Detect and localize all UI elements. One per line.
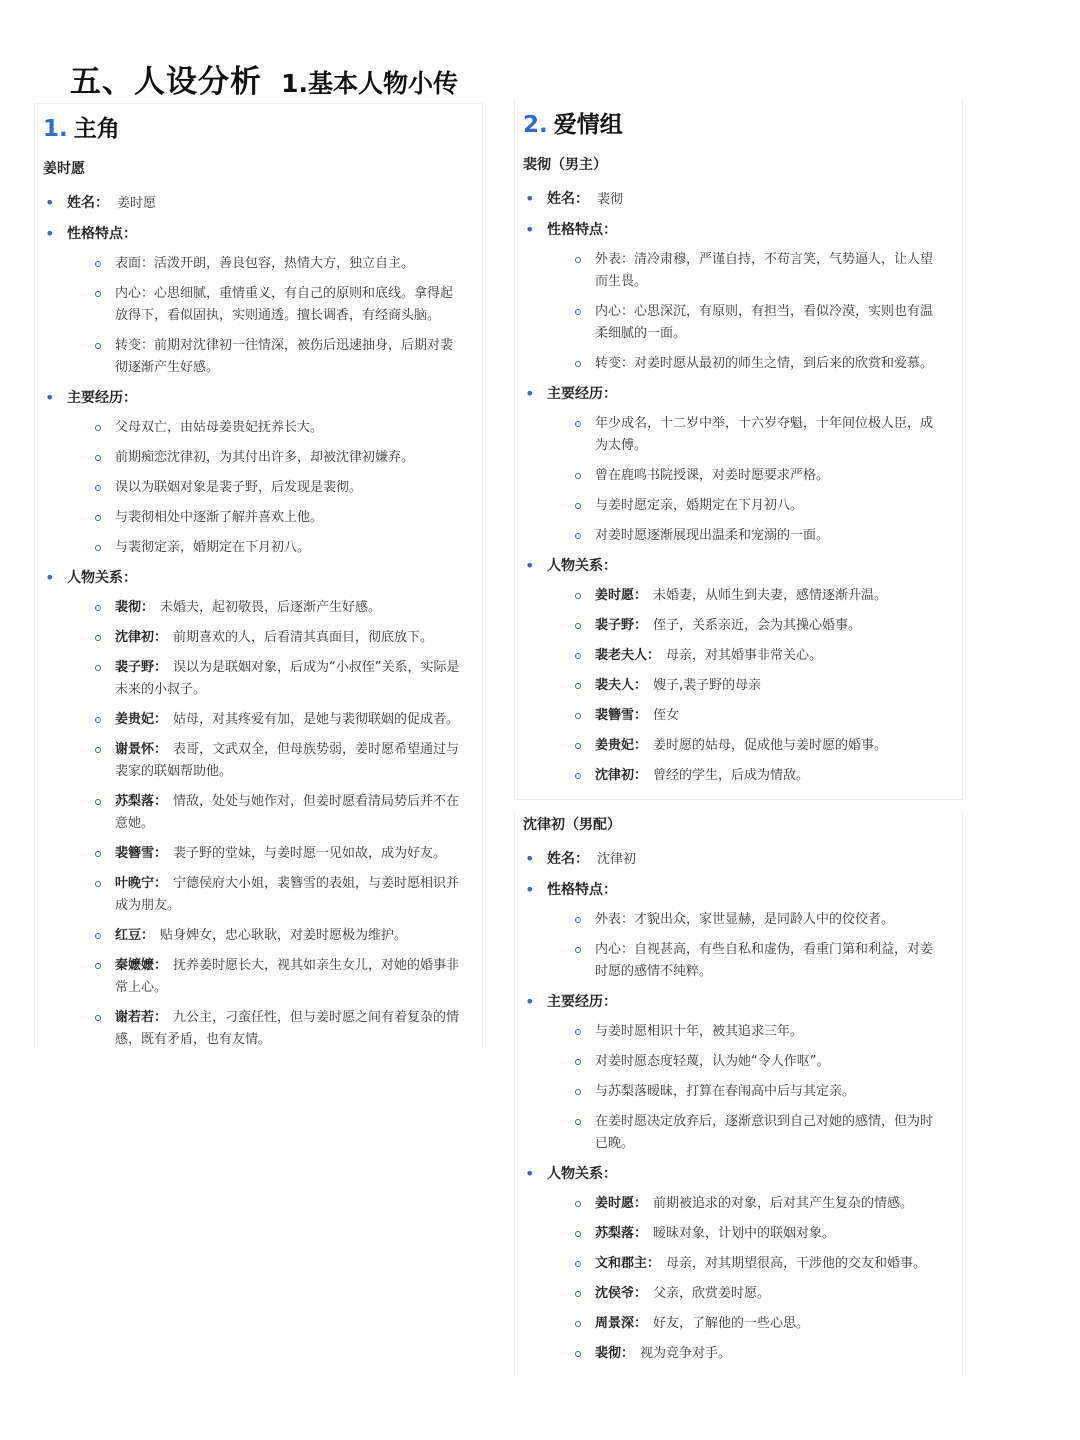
protagonist-card — [34, 103, 483, 1048]
relation-desc: 父亲，欣赏姜时愿。 — [653, 1286, 771, 1301]
relation-item — [67, 627, 470, 649]
trait-item: 内心：心思细腻，重情重义，有自己的原则和底线。拿得起放得下，看似固执，实则通透。擅长调香，有经商头脑。 — [67, 283, 470, 327]
section-heading — [43, 104, 470, 154]
relation-desc: 母亲，对其婚事非常关心。 — [666, 648, 823, 663]
name-value: 沈律初 — [597, 852, 637, 867]
name-label: 姓名： — [67, 195, 109, 211]
name-item — [523, 848, 950, 871]
experience-list — [547, 1021, 950, 1155]
relation-item — [67, 873, 470, 917]
experience-item — [523, 383, 950, 547]
experience-entry: 对姜时愿逐渐展现出温柔和宠溺的一面。 — [547, 525, 950, 547]
relation-name: 姜贵妃： — [595, 738, 648, 753]
relation-item — [67, 843, 470, 865]
relation-item — [547, 705, 950, 727]
relations-list — [547, 585, 950, 787]
relation-desc: 视为竞争对手。 — [640, 1346, 732, 1361]
relation-item — [547, 1253, 950, 1275]
traits-list — [547, 909, 950, 983]
traits-label: 性格特点： — [67, 226, 137, 242]
experience-list — [67, 417, 470, 559]
relation-desc: 表哥，文武双全，但母族势弱，姜时愿希望通过与裴家的联姻帮助他。 — [115, 742, 460, 779]
relation-name: 裴彻： — [595, 1346, 635, 1361]
page-title — [70, 56, 458, 101]
relation-name: 谢若若： — [115, 1010, 168, 1025]
relation-item — [547, 1283, 950, 1305]
name-value: 姜时愿 — [117, 196, 157, 211]
relation-name: 裴夫人： — [595, 678, 648, 693]
name-item — [43, 192, 470, 215]
relation-name: 红豆： — [115, 928, 155, 943]
section-heading — [523, 100, 950, 150]
trait-item: 外表：清冷肃穆，严谨自持，不苟言笑，气势逼人，让人望而生畏。 — [547, 249, 950, 293]
relation-name: 苏梨落： — [595, 1226, 648, 1241]
relation-name: 姜时愿： — [595, 1196, 648, 1211]
relation-name: 苏梨落： — [115, 794, 168, 809]
name-label: 姓名： — [547, 851, 589, 867]
relation-item — [67, 657, 470, 701]
relation-item — [547, 615, 950, 637]
relation-item — [547, 1223, 950, 1245]
relation-desc: 前期喜欢的人，后看清其真面目，彻底放下。 — [173, 630, 434, 645]
relation-name: 沈律初： — [595, 768, 648, 783]
romance-card-second-lead — [514, 810, 963, 1375]
relation-desc: 曾经的学生，后成为情敌。 — [653, 768, 810, 783]
trait-item: 外表：才貌出众，家世显赫，是同龄人中的佼佼者。 — [547, 909, 950, 931]
relations-item — [43, 567, 470, 1051]
relation-desc: 姑母，对其疼爱有加，是她与裴彻联姻的促成者。 — [173, 712, 460, 727]
relation-name: 裴簪雪： — [595, 708, 648, 723]
relation-name: 裴老夫人： — [595, 648, 661, 663]
character-name-line: 沈律初（男配） — [523, 817, 621, 833]
relation-item — [547, 585, 950, 607]
experience-entry: 前期痴恋沈律初，为其付出许多，却被沈律初嫌弃。 — [67, 447, 470, 469]
relation-desc: 暧昧对象，计划中的联姻对象。 — [653, 1226, 836, 1241]
experience-entry: 曾在鹿鸣书院授课，对姜时愿要求严格。 — [547, 465, 950, 487]
relations-label: 人物关系： — [547, 1166, 617, 1182]
character-attributes — [523, 188, 950, 787]
experience-entry: 年少成名，十二岁中举，十六岁夺魁，十年间位极人臣，成为太傅。 — [547, 413, 950, 457]
relation-name: 文和郡主： — [595, 1256, 661, 1271]
section-heading-text: 爱情组 — [553, 112, 623, 138]
relation-name: 裴簪雪： — [115, 846, 168, 861]
relation-desc: 宁德侯府大小姐，裴簪雪的表姐，与姜时愿相识并成为朋友。 — [115, 876, 460, 913]
experience-entry: 与苏梨落暧昧，打算在春闱高中后与其定亲。 — [547, 1081, 950, 1103]
relation-item — [67, 739, 470, 783]
experience-entry: 与裴彻相处中逐渐了解并喜欢上他。 — [67, 507, 470, 529]
relation-desc: 裴子野的堂妹，与姜时愿一见如故，成为好友。 — [173, 846, 447, 861]
traits-list — [547, 249, 950, 375]
relation-name: 周景深： — [595, 1316, 648, 1331]
relation-desc: 母亲，对其期望很高，干涉他的交友和婚事。 — [666, 1256, 927, 1271]
character-attributes — [43, 192, 470, 1051]
relation-item — [67, 955, 470, 999]
experience-entry: 父母双亡，由姑母姜贵妃抚养长大。 — [67, 417, 470, 439]
experience-entry: 对姜时愿态度轻蔑，认为她“令人作呕”。 — [547, 1051, 950, 1073]
relation-name: 裴彻： — [115, 600, 155, 615]
experience-label: 主要经历： — [547, 994, 617, 1010]
trait-item: 表面：活泼开朗，善良包容，热情大方，独立自主。 — [67, 253, 470, 275]
relation-item — [67, 597, 470, 619]
relation-item — [547, 645, 950, 667]
relation-name: 姜贵妃： — [115, 712, 168, 727]
relation-name: 裴子野： — [595, 618, 648, 633]
relation-item — [67, 709, 470, 731]
page-title-main: 五、人设分析 — [70, 64, 262, 100]
relation-name: 沈律初： — [115, 630, 168, 645]
experience-entry: 误以为联姻对象是裴子野，后发现是裴彻。 — [67, 477, 470, 499]
name-label: 姓名： — [547, 191, 589, 207]
relation-item — [547, 1343, 950, 1365]
relation-desc: 抚养姜时愿长大，视其如亲生女儿，对她的婚事非常上心。 — [115, 958, 460, 995]
section-heading-text: 主角 — [73, 116, 120, 142]
relation-desc: 侄子，关系亲近，会为其操心婚事。 — [653, 618, 862, 633]
experience-label: 主要经历： — [547, 386, 617, 402]
relation-item — [547, 1313, 950, 1335]
relation-desc: 误以为是联姻对象，后成为“小叔侄”关系，实际是未来的小叔子。 — [115, 660, 460, 697]
relation-name: 谢景怀： — [115, 742, 168, 757]
relation-item — [547, 1193, 950, 1215]
relations-item — [523, 1163, 950, 1365]
experience-item — [43, 387, 470, 559]
traits-label: 性格特点： — [547, 222, 617, 238]
relation-item — [547, 765, 950, 787]
traits-item — [523, 219, 950, 375]
trait-item: 内心：心思深沉，有原则，有担当，看似冷漠，实则也有温柔细腻的一面。 — [547, 301, 950, 345]
relation-desc: 前期被追求的对象，后对其产生复杂的情感。 — [653, 1196, 914, 1211]
character-name-line: 姜时愿 — [43, 161, 85, 177]
relation-name: 裴子野： — [115, 660, 168, 675]
relation-name: 姜时愿： — [595, 588, 648, 603]
relation-desc: 嫂子,裴子野的母亲 — [653, 678, 762, 693]
relation-desc: 未婚夫，起初敬畏，后逐渐产生好感。 — [160, 600, 382, 615]
experience-entry: 与姜时愿定亲，婚期定在下月初八。 — [547, 495, 950, 517]
experience-entry: 与姜时愿相识十年，被其追求三年。 — [547, 1021, 950, 1043]
experience-label: 主要经历： — [67, 390, 137, 406]
name-item — [523, 188, 950, 211]
relation-name: 秦嬷嬷： — [115, 958, 168, 973]
relation-desc: 好友，了解他的一些心思。 — [653, 1316, 810, 1331]
trait-item: 转变：前期对沈律初一往情深，被伤后迅速抽身，后期对裴彻逐渐产生好感。 — [67, 335, 470, 379]
trait-item: 转变：对姜时愿从最初的师生之情，到后来的欣赏和爱慕。 — [547, 353, 950, 375]
experience-list — [547, 413, 950, 547]
traits-item — [523, 879, 950, 983]
experience-entry: 在姜时愿决定放弃后，逐渐意识到自己对她的感情，但为时已晚。 — [547, 1111, 950, 1155]
romance-card-male-lead — [514, 100, 963, 800]
relations-list — [547, 1193, 950, 1365]
relation-item — [547, 675, 950, 697]
relation-item — [67, 1007, 470, 1051]
name-value: 裴彻 — [597, 192, 624, 207]
relations-label: 人物关系： — [67, 570, 137, 586]
relation-name: 叶晚宁： — [115, 876, 168, 891]
relation-name: 沈侯爷： — [595, 1286, 648, 1301]
relation-desc: 贴身婢女，忠心耿耿，对姜时愿极为维护。 — [160, 928, 408, 943]
traits-item — [43, 223, 470, 379]
relation-desc: 九公主，刁蛮任性，但与姜时愿之间有着复杂的情感，既有矛盾，也有友情。 — [115, 1010, 460, 1047]
relations-item — [523, 555, 950, 787]
relation-desc: 情敌，处处与她作对，但姜时愿看清局势后并不在意她。 — [115, 794, 460, 831]
relation-desc: 未婚妻，从师生到夫妻，感情逐渐升温。 — [653, 588, 888, 603]
traits-list — [67, 253, 470, 379]
relations-label: 人物关系： — [547, 558, 617, 574]
relation-desc: 侄女 — [653, 708, 680, 723]
relations-list — [67, 597, 470, 1051]
relation-item — [547, 735, 950, 757]
section-number: 2. — [523, 112, 548, 138]
experience-item — [523, 991, 950, 1155]
traits-label: 性格特点： — [547, 882, 617, 898]
section-number: 1. — [43, 116, 68, 142]
page-title-sub: 1.基本人物小传 — [281, 69, 458, 98]
relation-item — [67, 791, 470, 835]
relation-desc: 姜时愿的姑母，促成他与姜时愿的婚事。 — [653, 738, 888, 753]
relation-item — [67, 925, 470, 947]
experience-entry: 与裴彻定亲，婚期定在下月初八。 — [67, 537, 470, 559]
trait-item: 内心：自视甚高，有些自私和虚伪，看重门第和利益，对姜时愿的感情不纯粹。 — [547, 939, 950, 983]
character-attributes — [523, 848, 950, 1365]
character-name-line: 裴彻（男主） — [523, 157, 607, 173]
